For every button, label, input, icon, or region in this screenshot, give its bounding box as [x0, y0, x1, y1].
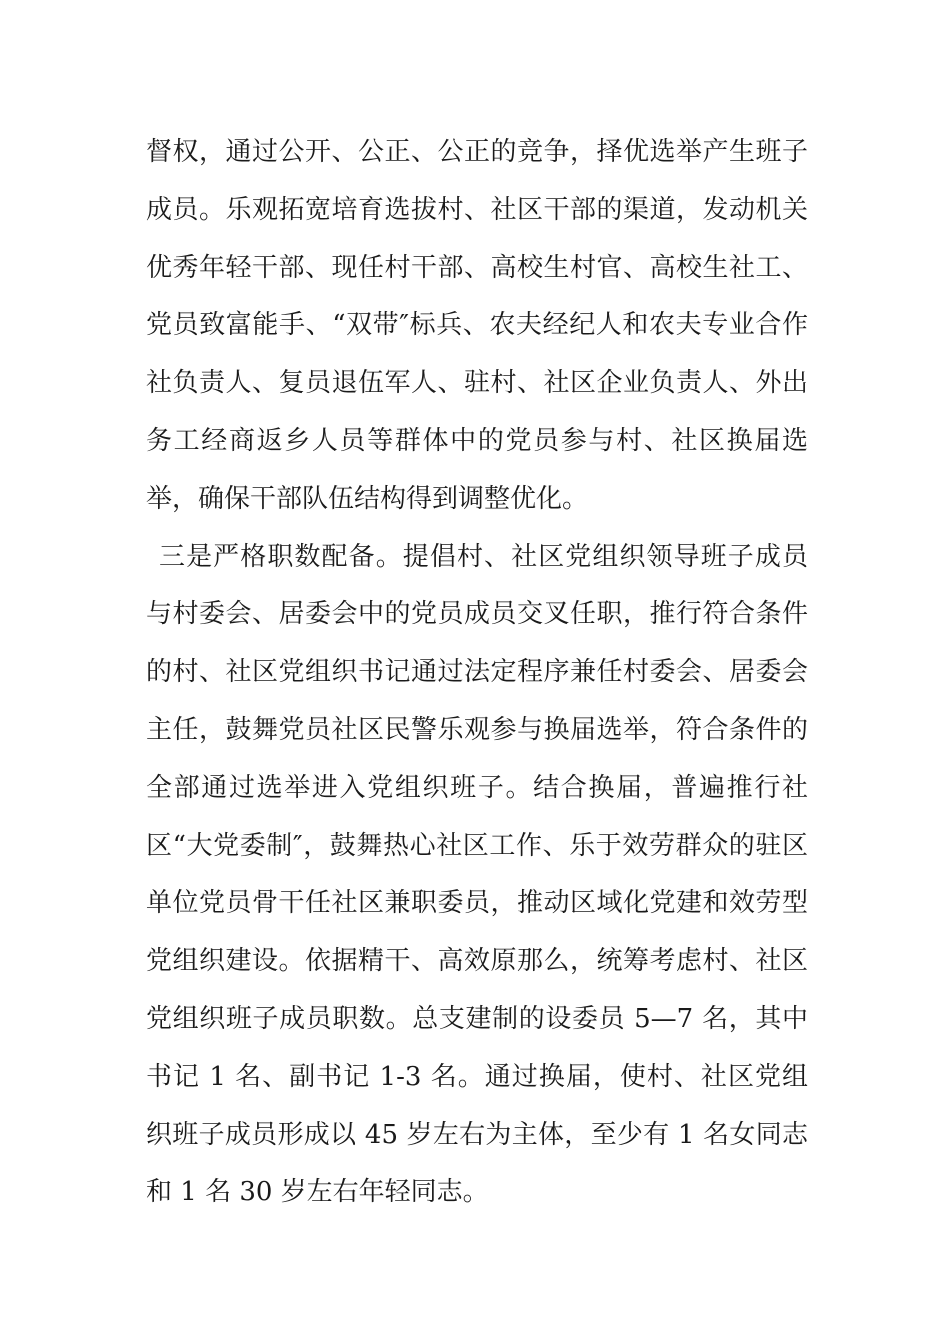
document-body [146, 124, 808, 1222]
paragraph-strict-positions: 三是严格职数配备。提倡村、社区党组织领导班子成员与村委会、居委会中的党员成员交叉任职，推行符合条件的村、社区党组织书记通过法定程序兼任村委会、居委会主任，鼓舞党员社区民警乐观参与换届选举，符合条件的全部通过选举进入党组织班子。结合换届，普遍推行社区“大党委制″，鼓舞热心社区工作、乐于效劳群众的驻区单位党员骨干任社区兼职委员，推动区域化党建和效劳型党组织建设。依据精干、高效原那么，统筹考虑村、社区党组织班子成员职数。总支建制的设委员 5—7 名，其中书记 1 名、副书记 1-3 名。通过换届，使村、社区党组织班子成员形成以 45 岁左右为主体，至少有 1 名女同志和 1 名 30 岁左右年轻同志。 [146, 541, 808, 1208]
paragraph-continuation: 督权，通过公开、公正、公正的竞争，择优选举产生班子成员。乐观拓宽培育选拔村、社区干部的渠道，发动机关优秀年轻干部、现任村干部、高校生村官、高校生社工、党员致富能手、“双带″标兵、农夫经纪人和农夫专业合作社负责人、复员退伍军人、驻村、社区企业负责人、外出务工经商返乡人员等群体中的党员参与村、社区换届选举，确保干部队伍结构得到调整优化。 [146, 137, 808, 514]
